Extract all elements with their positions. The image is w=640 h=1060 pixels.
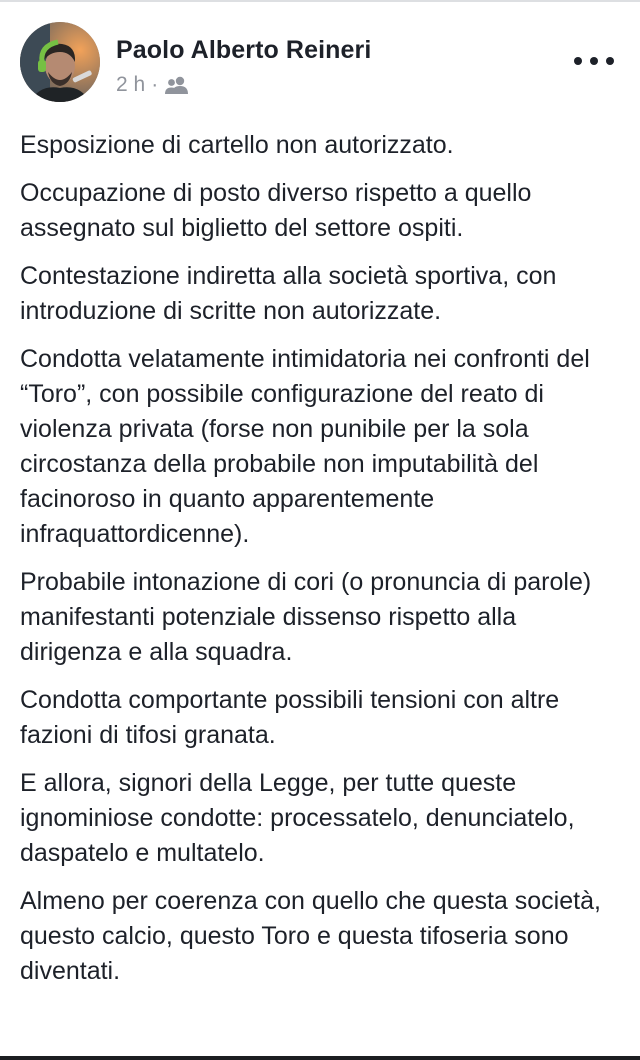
author-avatar[interactable] bbox=[20, 22, 100, 102]
post-time[interactable]: 2 h bbox=[116, 73, 146, 96]
top-divider bbox=[0, 0, 640, 2]
post-paragraph: Almeno per coerenza con quello che questa società, questo calcio, questo Toro e questa tifoseria sono diventati. bbox=[20, 887, 601, 985]
post-paragraph: Condotta velatamente intimidatoria nei confronti del “Toro”, con possibile configurazione del reato di violenza privata (forse non punibile per la sola circostanza della probabile non imputabilità del facinoroso in quanto apparentemente infraquattordicenne). bbox=[20, 345, 590, 548]
post-header bbox=[20, 22, 620, 106]
post-paragraph: Esposizione di cartello non autorizzato. bbox=[20, 131, 454, 159]
post-paragraph: Occupazione di posto diverso rispetto a quello assegnato sul biglietto del settore ospiti. bbox=[20, 179, 532, 242]
post-paragraph: Probabile intonazione di cori (o pronuncia di parole) manifestanti potenziale dissenso rispetto alla dirigenza e alla squadra. bbox=[20, 568, 592, 666]
author-name[interactable]: Paolo Alberto Reineri bbox=[116, 36, 372, 64]
bottom-divider bbox=[0, 1056, 640, 1060]
post-meta bbox=[116, 72, 190, 98]
meta-separator: · bbox=[151, 73, 159, 96]
more-icon-dot bbox=[590, 57, 598, 65]
avatar-photo bbox=[20, 22, 100, 102]
more-icon bbox=[574, 57, 582, 65]
post-paragraph: E allora, signori della Legge, per tutte queste ignominiose condotte: processatelo, denunciatelo, daspatelo e multatelo. bbox=[20, 769, 575, 867]
friends-icon[interactable] bbox=[164, 75, 190, 95]
post-paragraph: Contestazione indiretta alla società sportiva, con introduzione di scritte non autorizzate. bbox=[20, 262, 557, 325]
more-options-button[interactable] bbox=[574, 50, 614, 72]
post-body bbox=[20, 128, 624, 1002]
more-icon-dot bbox=[606, 57, 614, 65]
post-paragraph: Condotta comportante possibili tensioni con altre fazioni di tifosi granata. bbox=[20, 686, 560, 749]
